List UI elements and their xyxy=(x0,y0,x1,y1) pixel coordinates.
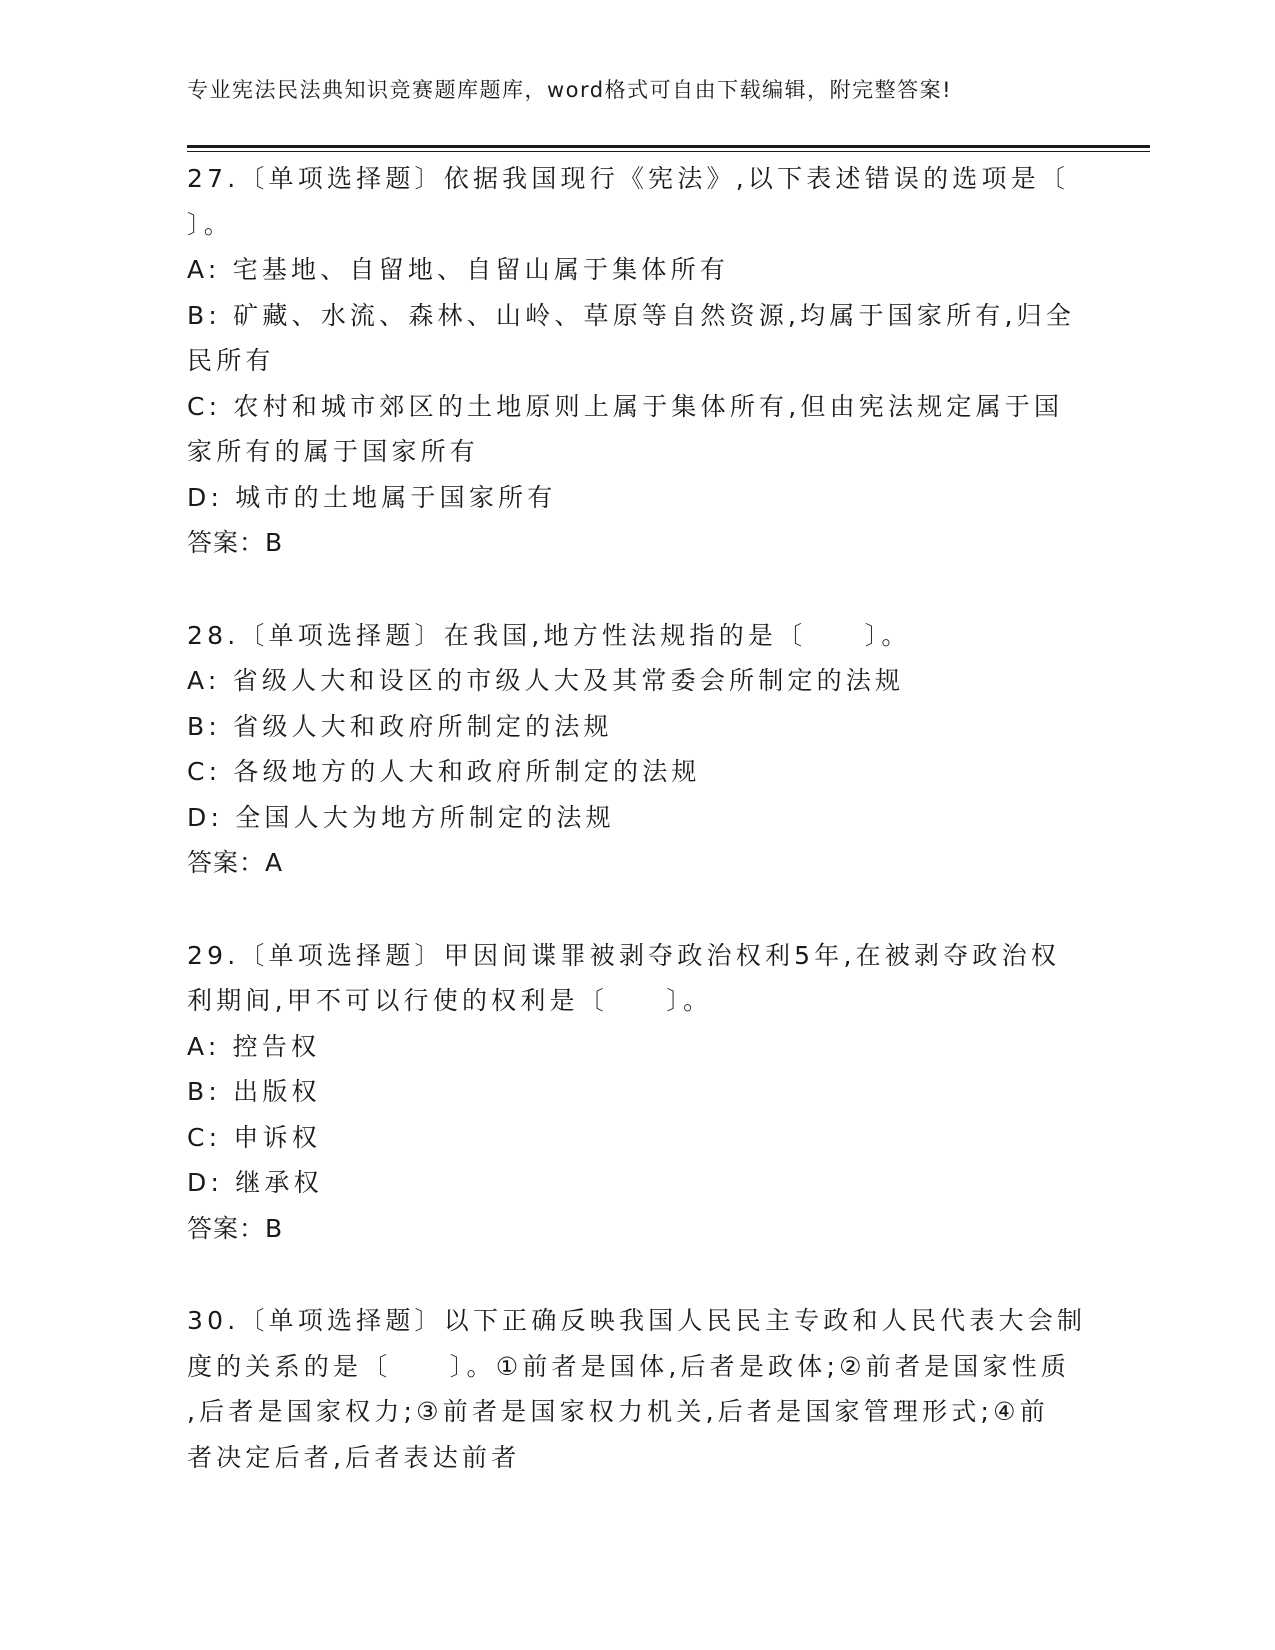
header-rule-thick xyxy=(187,145,1150,148)
question-27-option-b-line-1: B: 矿藏、水流、森林、山岭、草原等自然资源,均属于国家所有,归全 xyxy=(187,300,1076,330)
question-29-stem-line-1: 29.〔单项选择题〕甲因间谍罪被剥夺政治权利5年,在被剥夺政治权 xyxy=(187,940,1061,970)
question-28-answer: 答案：A xyxy=(187,848,284,877)
header-rule-thin xyxy=(187,151,1150,152)
question-29-option-d: D: 继承权 xyxy=(187,1168,323,1197)
question-27-option-c-line-2: 家所有的属于国家所有 xyxy=(187,437,480,466)
question-27-option-a: A: 宅基地、自留地、自留山属于集体所有 xyxy=(187,255,730,284)
question-list xyxy=(187,156,1087,1527)
question-29 xyxy=(187,933,1087,1252)
question-29-answer: 答案：B xyxy=(187,1213,284,1243)
question-28-option-d: D: 全国人大为地方所制定的法规 xyxy=(187,802,615,832)
question-29-option-b: B: 出版权 xyxy=(187,1077,321,1106)
page-header: 专业宪法民法典知识竞赛题库题库，word格式可自由下载编辑，附完整答案! xyxy=(187,78,953,102)
question-27-option-b-line-2: 民所有 xyxy=(187,346,275,375)
question-30-stem-line-2: 度的关系的是〔 〕。①前者是国体,后者是政体;②前者是国家性质 xyxy=(187,1351,1071,1381)
question-30 xyxy=(187,1298,1087,1480)
question-27-answer: 答案：B xyxy=(187,528,284,557)
question-27-option-d: D: 城市的土地属于国家所有 xyxy=(187,482,557,512)
question-28-stem: 28.〔单项选择题〕在我国,地方性法规指的是〔 〕。 xyxy=(187,620,911,650)
question-30-stem-line-4: 者决定后者,后者表达前者 xyxy=(187,1442,521,1472)
question-28-option-a: A: 省级人大和设区的市级人大及其常委会所制定的法规 xyxy=(187,666,905,695)
question-27-stem-line-2: 〕。 xyxy=(187,209,233,239)
question-27-option-c-line-1: C: 农村和城市郊区的土地原则上属于集体所有,但由宪法规定属于国 xyxy=(187,391,1064,421)
question-27 xyxy=(187,156,1087,566)
question-29-option-c: C: 申诉权 xyxy=(187,1122,322,1152)
question-28-option-b: B: 省级人大和政府所制定的法规 xyxy=(187,711,613,741)
question-27-stem-line-1: 27.〔单项选择题〕依据我国现行《宪法》,以下表述错误的选项是〔 xyxy=(187,164,1070,193)
question-28-option-c: C: 各级地方的人大和政府所制定的法规 xyxy=(187,757,701,786)
question-30-stem-line-1: 30.〔单项选择题〕以下正确反映我国人民民主专政和人民代表大会制 xyxy=(187,1306,1087,1335)
question-29-stem-line-2: 利期间,甲不可以行使的权利是〔 〕。 xyxy=(187,986,713,1015)
question-28 xyxy=(187,613,1087,886)
question-30-stem-line-3: ,后者是国家权力;③前者是国家权力机关,后者是国家管理形式;④前 xyxy=(187,1397,1049,1426)
question-29-option-a: A: 控告权 xyxy=(187,1031,321,1061)
